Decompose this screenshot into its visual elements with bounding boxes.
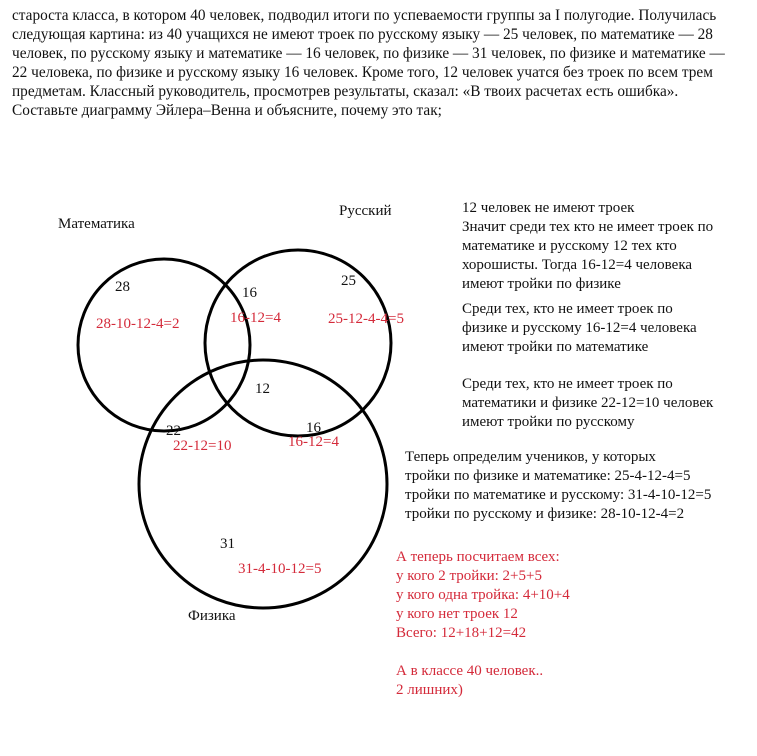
math-physics-calc: 22-12=10 [173, 438, 232, 454]
note-line: Теперь определим учеников, у которых [405, 449, 656, 465]
problem-line: 22 человека, по физике и русскому языку 16 человек. Кроме того, 12 человек учатся без троек по всем трем [12, 64, 713, 81]
problem-line: староста класса, в котором 40 человек, подводил итоги по успеваемости группы за I полугодие. Получилась [12, 7, 717, 24]
summary-line: у кого нет троек 12 [396, 606, 518, 622]
summary-line: 2 лишних) [396, 682, 463, 698]
russian-calc: 25-12-4-4=5 [328, 311, 404, 327]
problem-line: предметам. Классный руководитель, просмотрев результаты, сказал: «В твоих расчетах есть ошибка». [12, 83, 679, 100]
physics-label: Физика [188, 608, 236, 624]
note-line: математики и физике 22-12=10 человек [462, 395, 714, 411]
summary-line: А в классе 40 человек.. [396, 663, 544, 679]
problem-line: человек, по русскому языку и математике — 16 человек, по физике — 31 человек, по физике и математике — [12, 45, 725, 62]
summary-line: у кого 2 тройки: 2+5+5 [396, 568, 542, 584]
summary-line: А теперь посчитаем всех: [396, 549, 560, 565]
russian-circle [205, 250, 391, 436]
math-calc: 28-10-12-4=2 [96, 316, 180, 332]
problem-line: следующая картина: из 40 учащихся не имеют троек по русскому языку — 25 человек, по математике — 28 [12, 26, 713, 43]
note-line: имеют тройки по русскому [462, 414, 635, 430]
summary-line: Всего: 12+18+12=42 [396, 625, 527, 641]
math-russian-calc: 16-12=4 [230, 310, 281, 326]
note-line: имеют тройки по математике [462, 339, 649, 355]
summary-block [396, 548, 570, 700]
note-line: математике и русскому 12 тех кто [462, 238, 677, 254]
math-label: Математика [58, 216, 135, 232]
russian-physics-calc: 16-12=4 [288, 434, 339, 450]
note-line: хорошисты. Тогда 16-12=4 человека [462, 257, 693, 273]
russian-label: Русский [339, 203, 392, 219]
math-physics-number: 22 [166, 423, 181, 439]
problem-line: Составьте диаграмму Эйлера–Венна и объясните, почему это так; [12, 102, 442, 119]
note-line: тройки по физике и математике: 25-4-12-4=5 [405, 468, 691, 484]
russian-number: 25 [341, 273, 356, 289]
summary-line: у кого одна тройка: 4+10+4 [396, 587, 570, 603]
note-line: имеют тройки по физике [462, 276, 621, 292]
physics-calc: 31-4-10-12=5 [238, 561, 322, 577]
note-line: физике и русскому 16-12=4 человека [462, 320, 697, 336]
math-russian-number: 16 [242, 285, 257, 301]
math-number: 28 [115, 279, 130, 295]
note-line: 12 человек не имеют троек [462, 200, 635, 216]
note-block-3 [462, 375, 713, 432]
note-line: тройки по математике и русскому: 31-4-10-12=5 [405, 487, 712, 503]
physics-number: 31 [220, 536, 235, 552]
note-block-4 [405, 448, 711, 524]
note-line: тройки по русскому и физике: 28-10-12-4=2 [405, 506, 685, 522]
note-block-1 [462, 199, 713, 294]
note-block-2 [462, 300, 697, 357]
note-line: Среди тех, кто не имеет троек по [462, 301, 673, 317]
note-line: Значит среди тех кто не имеет троек по [462, 219, 714, 235]
center-number: 12 [255, 381, 270, 397]
russian-physics-number: 16 [306, 420, 321, 436]
summary-line [396, 643, 570, 662]
note-line: Среди тех, кто не имеет троек по [462, 376, 673, 392]
